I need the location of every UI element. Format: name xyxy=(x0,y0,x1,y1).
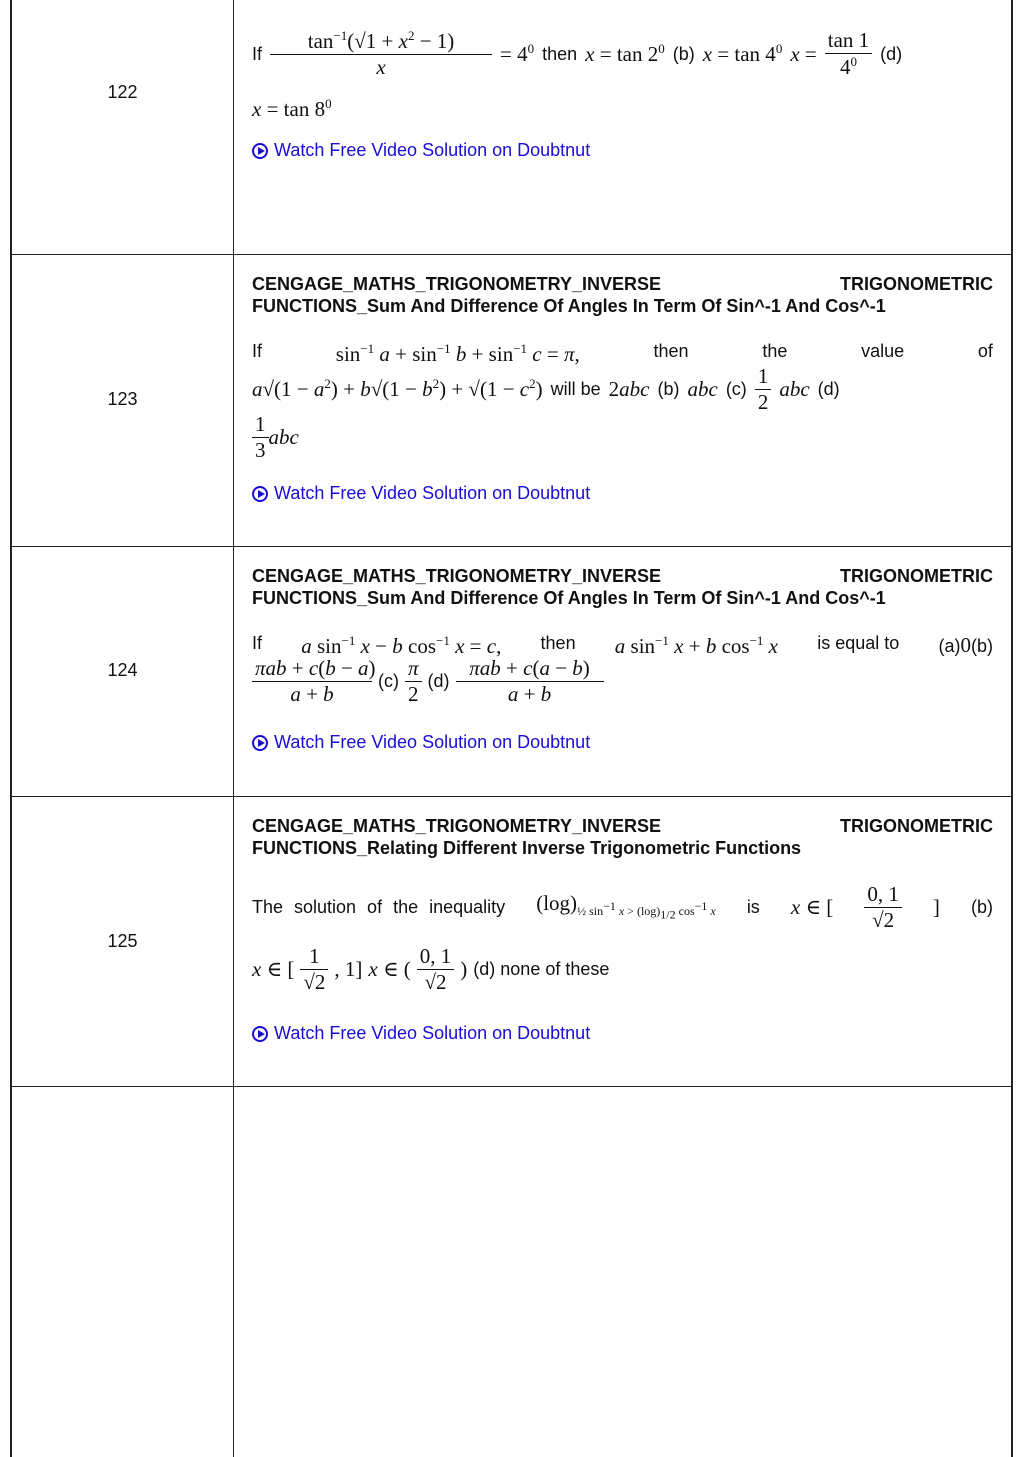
fraction: $\frac{\text{πab + c(b − a)}}{a + b}$ xyxy=(252,656,372,707)
question-number: 122 xyxy=(107,82,138,102)
play-circle-icon xyxy=(252,735,268,751)
question-text: If $\frac{\tan^{-1}(√1 + x^2 - 1)}{x}$ = $4^0$ then $x = \tan 2^0$ (b) $x = \tan 4^0$ x = $\frac{\tan 1}{4^0}$ (d) xyxy=(252,28,903,79)
watch-video-link[interactable]: Watch Free Video Solution on Doubtnut xyxy=(252,1023,590,1044)
watch-video-link[interactable]: Watch Free Video Solution on Doubtnut xyxy=(252,732,590,753)
question-row-empty xyxy=(10,1087,1013,1457)
fraction: $\frac{\text{πab + c(a − b)}}{a + b}$ xyxy=(456,656,604,707)
number-column xyxy=(12,1087,234,1457)
watch-video-link[interactable]: Watch Free Video Solution on Doubtnut xyxy=(252,140,590,161)
question-row-122: 122 If $\frac{\tan^{-1}(√1 + x^2 - 1)}{x}$ = $4^0$ then $x = \tan 2^0$ (b) $x = \tan 4^0$ x = $\frac{\tan 1}{4^0}$ (d) $x = \tan 8^0$ Watch Free Video Solution on Doubtnut xyxy=(10,0,1013,255)
question-number: 123 xyxy=(107,389,138,409)
fraction: $\frac{\tan^{-1}(√1 + x^2 - 1)}{x}$ xyxy=(270,28,492,80)
question-row-124: 124 CENGAGE_MATHS_TRIGONOMETRY_INVERSE TRIGONOMETRIC FUNCTIONS_Sum And Difference Of Angles In Term Of Sin^-1 And Cos^-1 If a $\sin^{-1} x - b$ $\cos^{-1} x = c$, then a $\sin^{-1} x + b$ $\cos^{-1} x$ is equal to (a)0(b) $\frac{\text{πab + c(b − a)}}{a + b}$ (c) $\frac{\pi}{2}$ (d) $\frac{\text{πab + c(a − b)}}{a + b}$ Watch Free Video Solution on Doubtnut xyxy=(10,547,1013,797)
topic-heading: CENGAGE_MATHS_TRIGONOMETRY_INVERSE TRIGONOMETRIC FUNCTIONS_Sum And Difference Of Angles In Term Of Sin^-1 And Cos^-1 xyxy=(252,566,993,608)
question-row-125: 125 CENGAGE_MATHS_TRIGONOMETRY_INVERSE TRIGONOMETRIC FUNCTIONS_Relating Different Inverse Trigonometric Functions The solution of the inequality $(\log)_{\frac{1}{2} sin-1 x > (log)1/2 cos-1 x}$ is x ∈ [ $\frac{0, 1}{√2}$ ] (b) x ∈ [ $\frac{1}{√2}$ , 1] x ∈ ( $\frac{0, 1}{√2}$ ) (d) none of these Watch Free Video Solution on Doubtnut xyxy=(10,797,1013,1087)
question-row-123: 123 CENGAGE_MATHS_TRIGONOMETRY_INVERSE TRIGONOMETRIC FUNCTIONS_Sum And Difference Of Angles In Term Of Sin^-1 And Cos^-1 If $\sin^{-1} a + \sin^{-1} b + \sin^{-1} c = \pi$, then the value of $a√(1 - a^2) + b√(1 - b^2) + √(1 - c^2)$ will be 2abc (b) abc (c) $\frac{1}{2}$ abc (d) $\frac{1}{3}$ abc Watch Free Video Solution on Doubtnut xyxy=(10,255,1013,547)
question-number: 125 xyxy=(107,931,138,951)
watch-video-link[interactable]: Watch Free Video Solution on Doubtnut xyxy=(252,483,590,504)
play-circle-icon xyxy=(252,486,268,502)
fraction: $\frac{0, 1}{√2}$ xyxy=(417,944,455,995)
fraction: $\frac{1}{2}$ xyxy=(755,364,772,415)
question-number: 124 xyxy=(107,660,138,680)
topic-heading: CENGAGE_MATHS_TRIGONOMETRY_INVERSE TRIGONOMETRIC FUNCTIONS_Relating Different Inverse Trigonometric Functions xyxy=(252,816,993,858)
fraction: $\frac{0, 1}{√2}$ xyxy=(864,882,902,933)
fraction: $\frac{1}{3}$ xyxy=(252,412,269,463)
number-column xyxy=(12,0,234,254)
fraction: $\frac{1}{√2}$ xyxy=(300,944,328,995)
fraction: $\frac{\pi}{2}$ xyxy=(405,656,422,707)
fraction: $\frac{\tan 1}{4^0}$ xyxy=(825,28,872,80)
play-circle-icon xyxy=(252,1026,268,1042)
topic-heading: CENGAGE_MATHS_TRIGONOMETRY_INVERSE TRIGONOMETRIC FUNCTIONS_Sum And Difference Of Angles In Term Of Sin^-1 And Cos^-1 xyxy=(252,274,993,316)
play-circle-icon xyxy=(252,143,268,159)
